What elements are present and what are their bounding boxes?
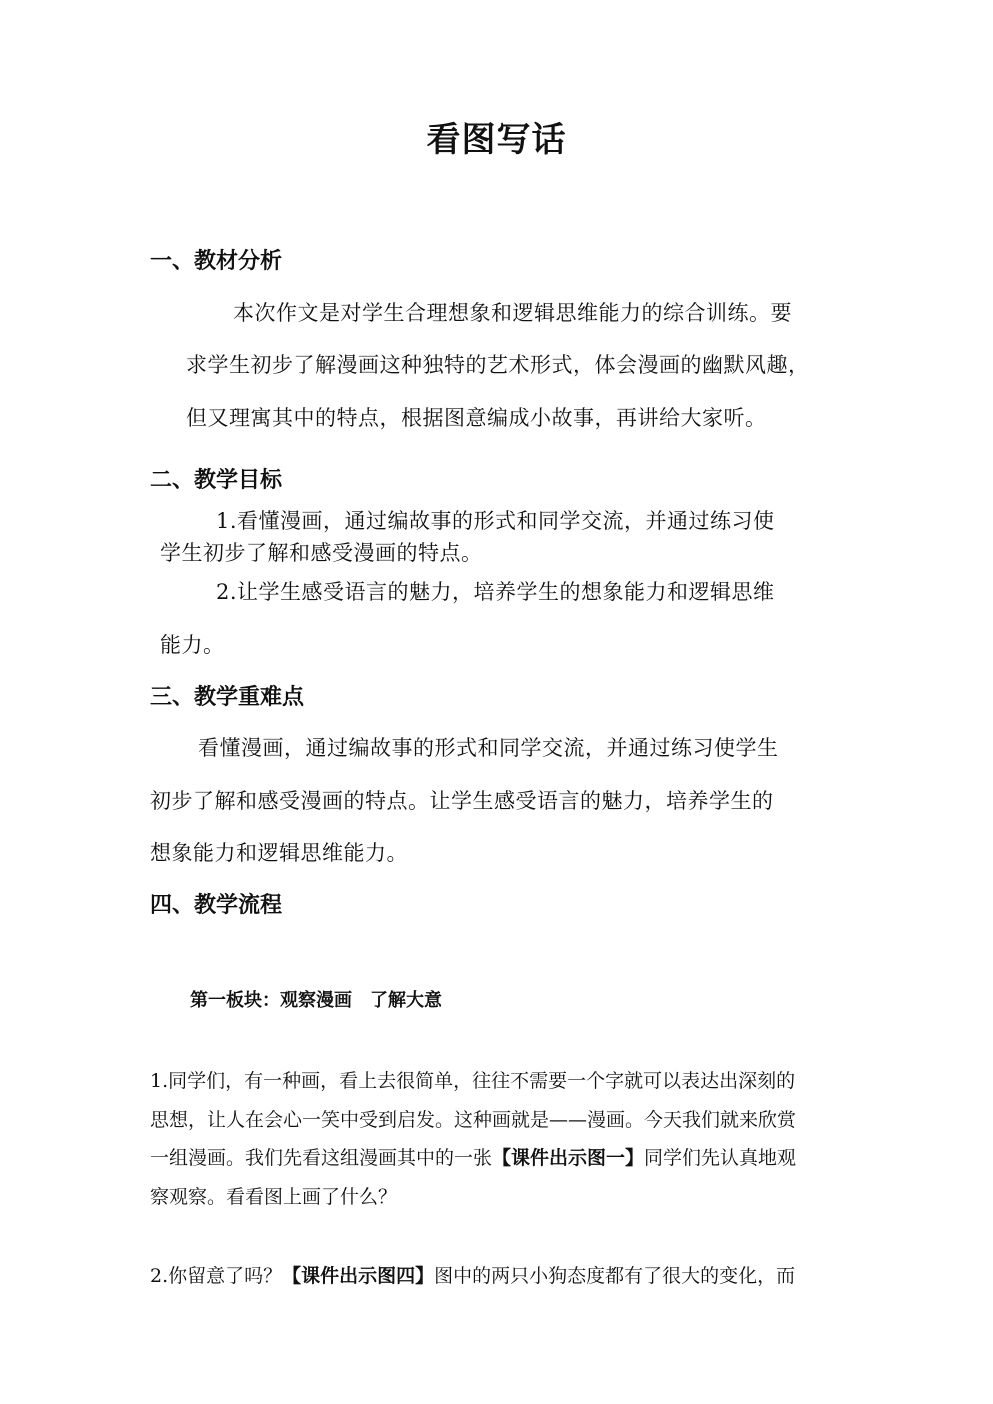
paragraph-line — [150, 1143, 796, 1170]
text-run: 图中的两只小狗态度都有了很大的变化，而 — [434, 1265, 796, 1287]
text-run: 一组漫画。我们先看这组漫画其中的一张 — [150, 1147, 493, 1169]
paragraph-line: 想象能力和逻辑思维能力。 — [150, 841, 408, 865]
heading-teaching-goals: 二、教学目标 — [150, 467, 283, 493]
paragraph-line: 看懂漫画，通过编故事的形式和同学交流，并通过练习使学生 — [198, 736, 779, 760]
paragraph-line: 本次作文是对学生合理想象和逻辑思维能力的综合训练。要 — [233, 301, 792, 325]
heading-textbook-analysis: 一、教材分析 — [150, 248, 283, 274]
block-heading: 第一板块：观察漫画 了解大意 — [190, 990, 442, 1011]
courseware-reference: 【课件出示图一】 — [492, 1147, 645, 1169]
paragraph-line: 1.看懂漫画，通过编故事的形式和同学交流，并通过练习使 — [216, 509, 775, 533]
text-run: 2.你留意了吗？ — [150, 1265, 283, 1287]
paragraph-line: 思想，让人在会心一笑中受到启发。这种画就是——漫画。今天我们就来欣赏 — [150, 1109, 797, 1131]
heading-key-points: 三、教学重难点 — [150, 684, 305, 710]
paragraph-line: 2.让学生感受语言的魅力，培养学生的想象能力和逻辑思维 — [216, 580, 775, 604]
text-run: 同学们先认真地观 — [644, 1147, 797, 1169]
paragraph-line: 初步了解和感受漫画的特点。让学生感受语言的魅力，培养学生的 — [150, 789, 774, 813]
paragraph-line: 察观察。看看图上画了什么？ — [150, 1186, 398, 1208]
courseware-reference: 【课件出示图四】 — [282, 1265, 435, 1287]
paragraph-line: 学生初步了解和感受漫画的特点。 — [160, 541, 483, 565]
paragraph-line: 1.同学们，有一种画，看上去很简单，往往不需要一个字就可以表达出深刻的 — [150, 1070, 796, 1092]
page-title: 看图写话 — [426, 120, 567, 160]
paragraph-line — [150, 1261, 795, 1288]
paragraph-line: 求学生初步了解漫画这种独特的艺术形式，体会漫画的幽默风趣， — [186, 353, 810, 377]
heading-teaching-process: 四、教学流程 — [150, 892, 283, 918]
paragraph-line: 但又理寓其中的特点，根据图意编成小故事，再讲给大家听。 — [186, 406, 767, 430]
paragraph-line: 能力。 — [160, 633, 225, 657]
